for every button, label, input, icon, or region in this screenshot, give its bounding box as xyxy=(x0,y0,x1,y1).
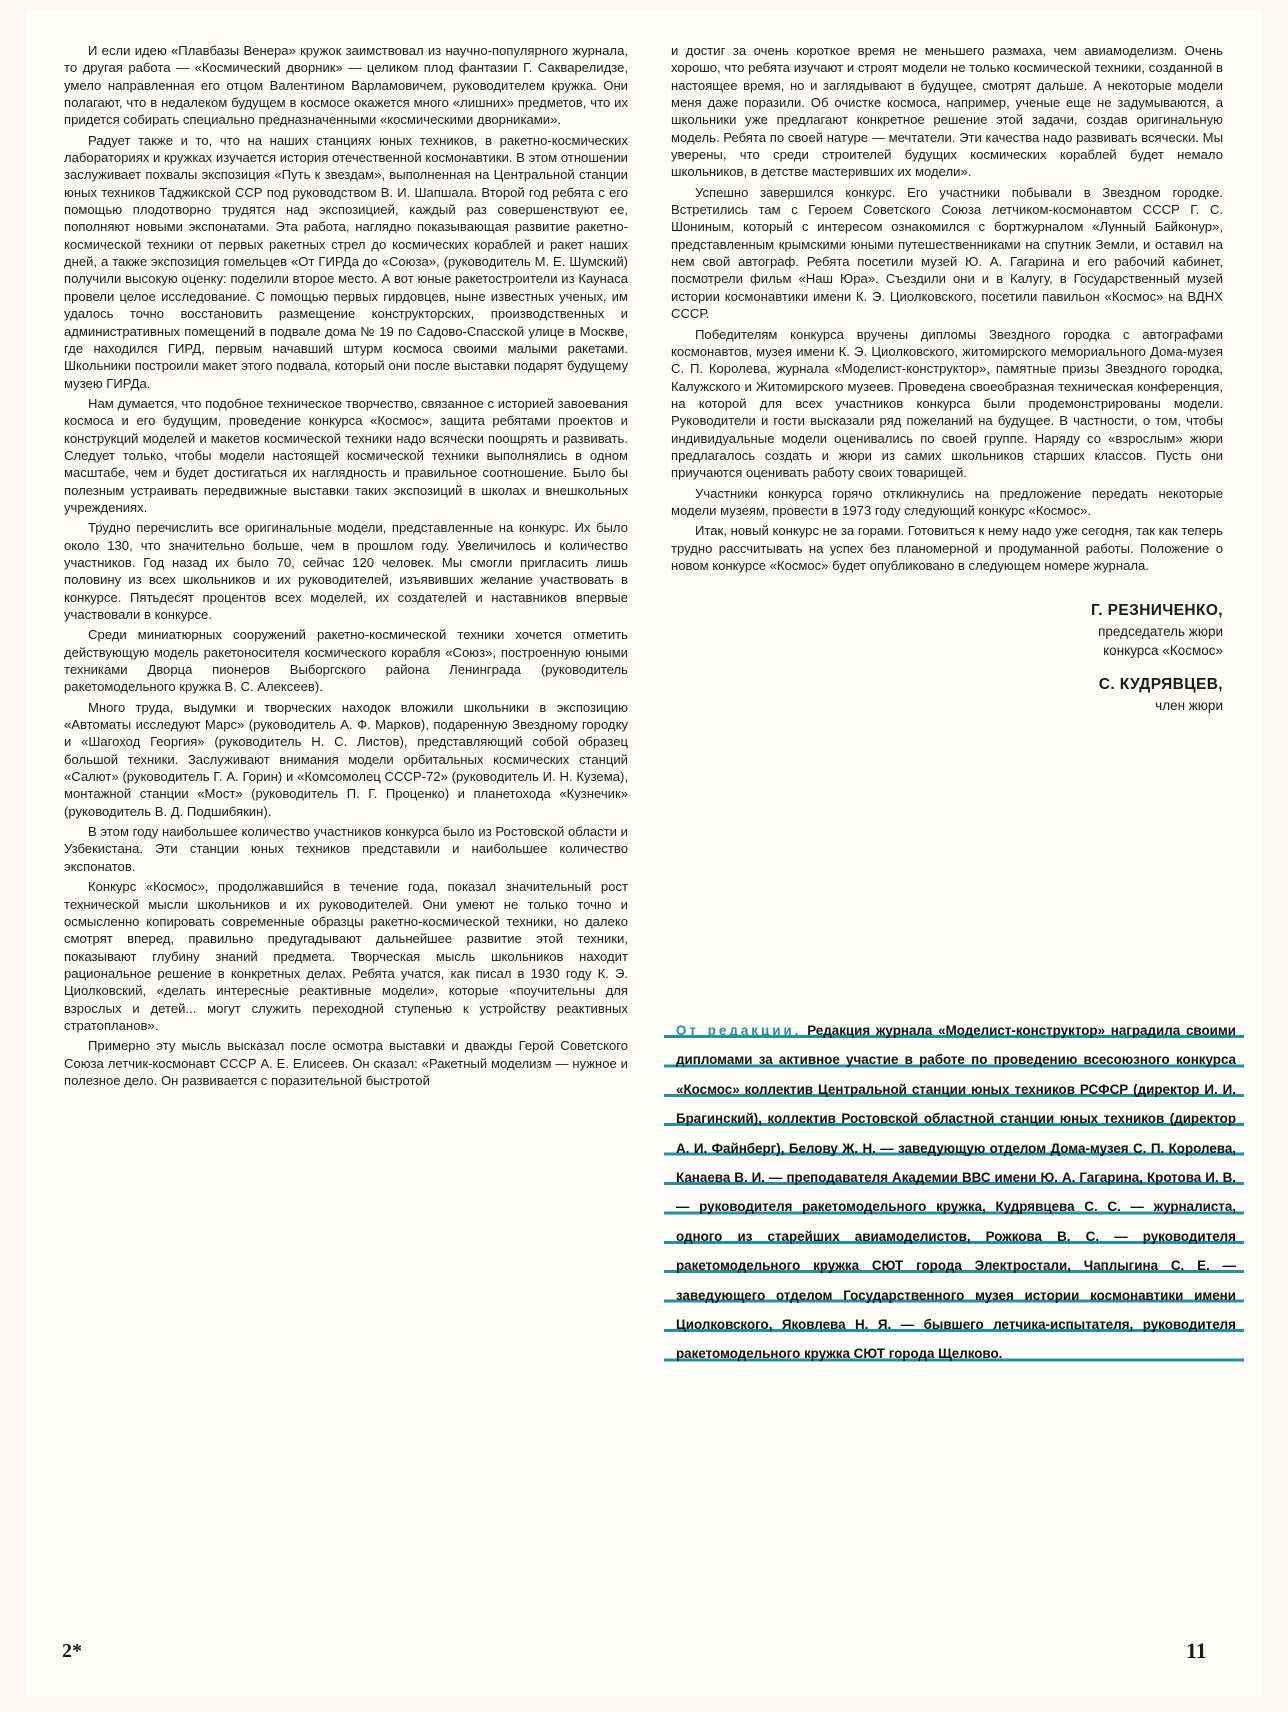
signature xyxy=(671,600,1223,660)
paragraph: Нам думается, что подобное техническое творчество, связанное с историей завоевания космоса и его будущим, проведение конкурса «Космос», защита ребятами проектов и конструкций моделей и макетов космической техники надо всячески поощрять и развивать. Следует только, чтобы модели настоящей космической техники выполнялись в одном масштабе, чем и будет достигаться их наглядность и правильное соотношение. Было бы полезным устраивать передвижные выставки таких экспозиций в школах и внешкольных учреждениях. xyxy=(64,395,628,515)
signature-role: председатель жюри xyxy=(1098,624,1223,640)
signature-name: С. КУДРЯВЦЕВ, xyxy=(1098,676,1223,694)
page-number: 11 xyxy=(1186,1638,1207,1663)
editorial-note xyxy=(664,1010,1244,1375)
paragraph: и достиг за очень короткое время не меньшего размаха, чем авиамоделизм. Очень хорошо, что ребята изучают и строят модели не только космической техники, созданной в настоящее время, но и заглядывают в будущее, смотрят дальше. А некоторые модели меня даже поразили. Об очистке космоса, например, ученые еще не задумываются, а школьники уже предлагают конкретное решение этой задачи, создав оригинальную модель. Ребята по своей натуре — мечтатели. Эти качества надо развивать всячески. Мы уверены, что среди строителей будущих космических кораблей будет немало школьников, в детстве мастеривших их модели». xyxy=(671,43,1223,180)
signature-name: Г. РЕЗНИЧЕНКО, xyxy=(1090,602,1223,620)
paragraph: Среди миниатюрных сооружений ракетно-космической техники хочется отметить действующую модель ракетоносителя космического корабля «Союз», построенную юными техниками Дворца пионеров Выборгского района Ленинграда (руководитель ракетомодельного кружка В. С. Алексеев). xyxy=(64,627,628,695)
signature xyxy=(671,674,1223,715)
paragraph: Много труда, выдумки и творческих находок вложили школьники в экспозицию «Автоматы исследуют Марс» (руководитель А. Ф. Марков), подаренную Звездному городку и «Шагоход Георгия» (руководитель Н. С. Листов), представляющий собой образец большой техники. Заслуживают внимания модели орбитальных космических станций «Салют» (руководитель Г. А. Горин) и «Комсомолец СССР-72» (руководитель И. Н. Кузема), монтажной станции «Мост» (руководитель П. Г. Проценко) и планетохода «Кузнечик» (руководитель В. Д. Подшибякин). xyxy=(64,699,628,819)
signature-role: член жюри xyxy=(1155,698,1223,714)
paragraph: Примерно эту мысль высказал после осмотра выставки и дважды Герой Советского Союза летчик-космонавт СССР А. Е. Елисеев. Он сказал: «Ракетный моделизм — нужное и полезное дело. Он развивается с поразительной быстротой xyxy=(64,1038,628,1088)
paragraph: Конкурс «Космос», продолжавшийся в течение года, показал значительный рост технической мысли школьников и их руководителей. Они умеют не только точно и осмысленно копировать современные образцы ракетно-космической техники, но далеко смотрят вперед, правильно предугадывают дальнейшее развитие этой техники, показывают глубину знаний предмета. Творческая мысль школьников находит рациональное решение в конкретных делах. Ребята учатся, как писал в 1930 году К. Э. Циолковский, «делать интересные реактивные модели», которые «поучительны для взрослых и детей... могут служить переходной ступенью к устройству реактивных стратопланов». xyxy=(64,879,628,1033)
signatures xyxy=(671,600,1223,715)
right-column xyxy=(671,42,1223,715)
paragraph: И если идею «Плавбазы Венера» кружок заимствовал из научно-популярного журнала, то другая работа — «Космический дворник» — целиком плод фантазии Г. Сакварелидзе, умело направленная его отцом Валентином Варламовичем, руководителем кружка. Они полагают, что в недалеком будущем в космосе окажется много «лишних» предметов, что их придется собирать специально предназначенными «космическими дворниками». xyxy=(64,43,628,128)
editorial-text: Редакция журнала «Моделист-конструктор» наградила своими дипломами за активное участие в работе по проведению всесоюзного конкурса «Космос» коллектив Центральной станции юных техников РСФСР (директор И. И. Брагинский), коллектив Ростовской областной станции юных техников (директор А. И. Файнберг), Белову Ж. Н. — заведующую отделом Дома-музея С. П. Королева, Канаева В. И. — преподавателя Академии ВВС имени Ю. А. Гагарина, Кротова И. В. — руководителя ракетомодельного кружка, Кудрявцева С. С. — журналиста, одного из старейших авиамоделистов, Рожкова В. С. — руководителя ракетомодельного кружка СЮТ города Электростали, Чаплыгина С. Е. — заведующего отделом Государственного музея истории космонавтики имени Циолковского, Яковлева Н. Я. — бывшего летчика-испытателя, руководителя ракетомодельного кружка СЮТ города Щелково. xyxy=(676,1023,1237,1362)
paragraph: В этом году наибольшее количество участников конкурса было из Ростовской области и Узбекистана. Эти станции юных техников представили и наибольшее количество экспонатов. xyxy=(64,824,628,874)
paragraph: Победителям конкурса вручены дипломы Звездного городка с автографами космонавтов, музея имени К. Э. Циолковского, житомирского мемориального Дома-музея С. П. Королева, журнала «Моделист-конструктор», памятные призы Звездного городка, Калужского и Житомирского музеев. Проведена своеобразная техническая конференция, на которой для всех участников конкурса были продемонстрированы модели. Руководители и гости высказали ряд пожеланий на будущее. В частности, о том, чтобы индивидуальные модели оценивались по своей группе. Наряду со «взрослым» жюри предлагалось создать и жюри из самих школьников старших классов. Пусть они приучаются оценивать работу своих товарищей. xyxy=(671,326,1223,481)
signature-role: конкурса «Космос» xyxy=(1103,643,1223,659)
magazine-page xyxy=(26,10,1262,1696)
paragraph: Успешно завершился конкурс. Его участники побывали в Звездном городке. Встретились там с Героем Советского Союза летчиком-космонавтом СССР Г. С. Шониным, который с интересом ознакомился с бортжурналом «Лунный Байконур», представленным крымскими юными путешественниками на спутник Земли, и оставил на нем свой автограф. Ребята посетили музей Ю. А. Гагарина и его рабочий кабинет, посмотрели фильм «Наш Юра». Съездили они и в Калугу, в Государственный музей истории космонавтики имени К. Э. Циолковского, посетили павильон «Космос» на ВДНХ СССР. xyxy=(671,184,1223,322)
left-column xyxy=(64,42,628,1089)
paragraph: Итак, новый конкурс не за горами. Готовиться к нему надо уже сегодня, так как теперь трудно рассчитывать на успех без планомерной и продуманной работы. Положение о новом конкурсе «Космос» будет опубликовано в следующем номере журнала. xyxy=(671,523,1223,573)
paragraph: Радует также и то, что на наших станциях юных техников, в ракетно-космических лабораториях и кружках изучается история отечественной космонавтики. В этом отношении заслуживает похвалы экспозиция «Путь к звездам», выполненная на Центральной станции юных техников Таджикской ССР под руководством В. И. Шапшала. Второй год ребята с его помощью плодотворно трудятся над экспозицией, каждый раз совершенствуют ее, пополняют новыми экспонатами. Эта работа, наглядно показывающая развитие ракетно-космической техники от первых ракетных стрел до космических кораблей и ракет наших дней, а также экспозиция гомельцев «От ГИРДа до «Союза», (руководитель М. Е. Шумский) получили высокую оценку: поделили второе место. А вот юные ракетостроители из Каунаса провели целое исследование. С помощью первых гирдовцев, ныне известных ученых, им удалось точно восстановить размещение конструкторских, производственных и административных помещений в подвале дома № 19 по Садово-Спасской улице в Москве, где находился ГИРД, первым начавший штурм космоса своими малыми ракетами. Школьники построили макет этого подвала, который они после выставки подарят будущему музею ГИРДа. xyxy=(64,132,628,391)
signature-mark: 2* xyxy=(62,1640,82,1662)
paragraph: Трудно перечислить все оригинальные модели, представленные на конкурс. Их было около 130, что значительно больше, чем в прошлом году. Увеличилось и количество участников. Год назад их было 70, сейчас 120 человек. Мы смогли пригласить лишь половину из всех школьников и их руководителей, изъявивших желание участвовать в конкурсе. Пятьдесят процентов всех моделей, их создателей и наставников впервые участвовали в конкурсе. xyxy=(64,520,628,622)
paragraph: Участники конкурса горячо откликнулись на предложение передать некоторые модели музеям, провести в 1973 году следующий конкурс «Космос». xyxy=(671,485,1223,518)
editorial-label: От редакции. xyxy=(676,1023,802,1038)
